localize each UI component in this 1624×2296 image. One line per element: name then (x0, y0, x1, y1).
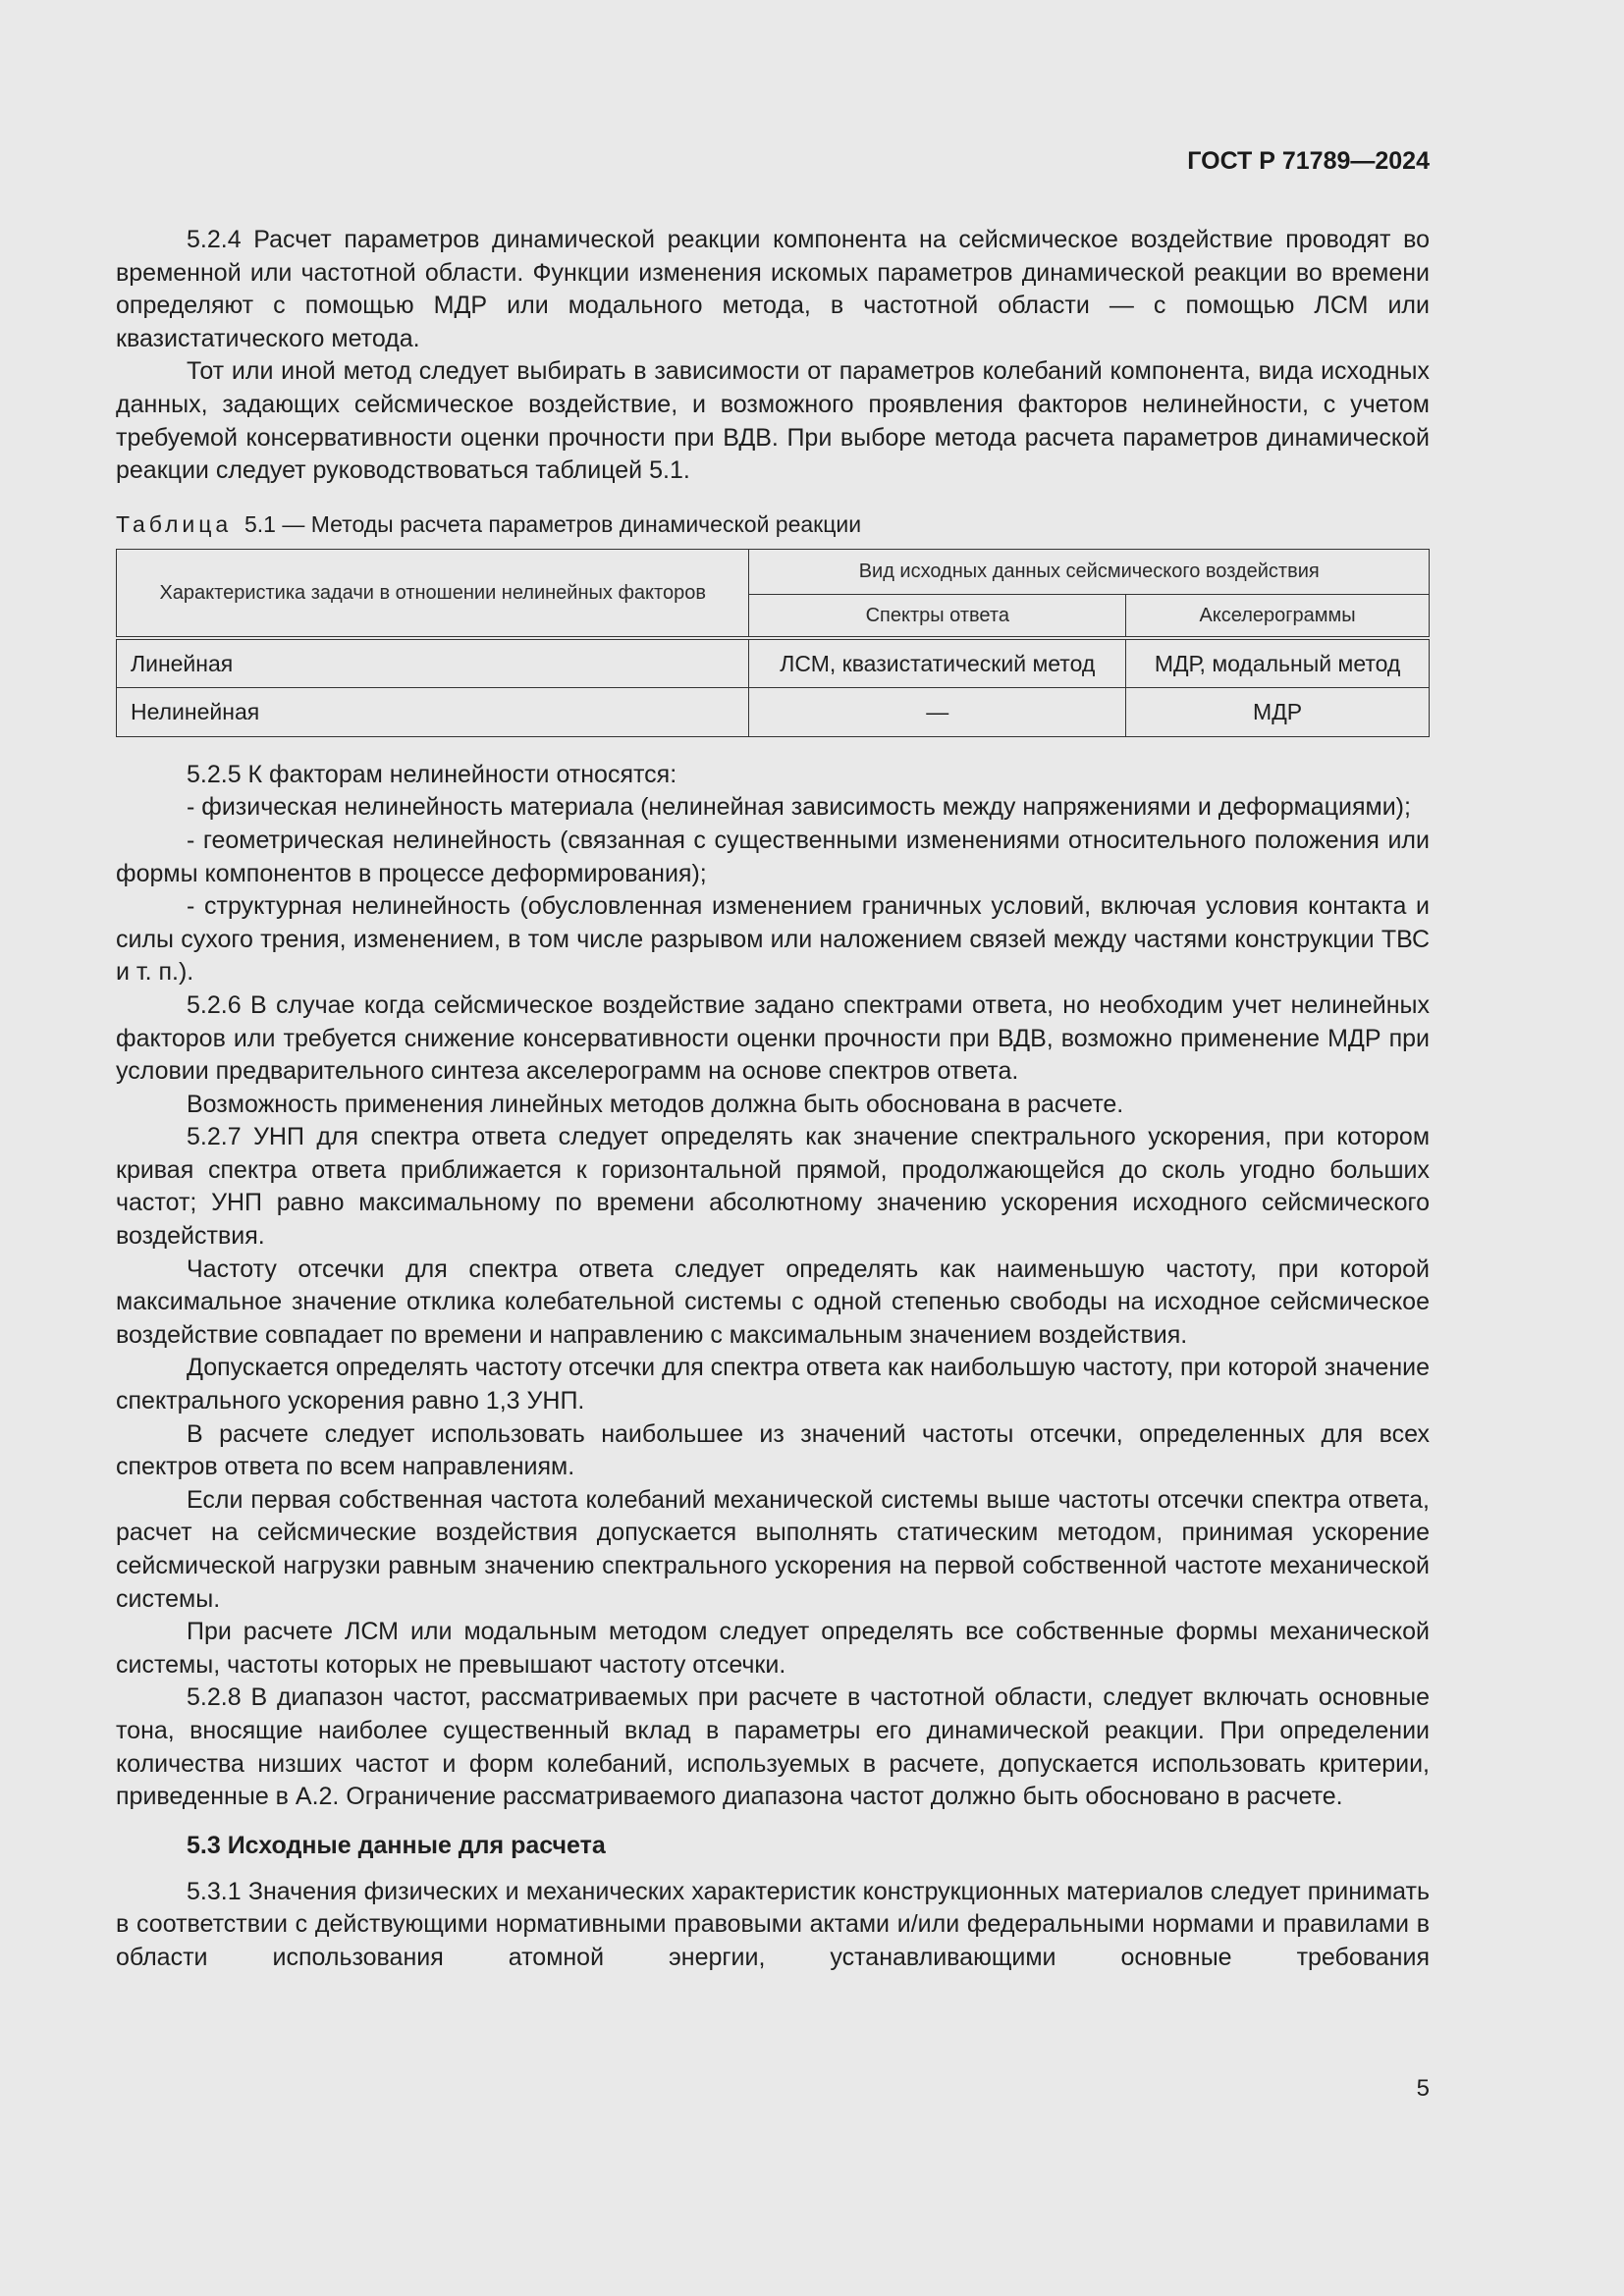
table-header-characteristic: Характеристика задачи в отношении нелинейных факторов (117, 549, 749, 638)
table-cell-label: Линейная (117, 638, 749, 687)
table-cell-accel: МДР (1126, 687, 1430, 736)
paragraph: Тот или иной метод следует выбирать в зависимости от параметров колебаний компонента, вида исходных данных, задающих сейсмическое воздействие, и возможного проявления факторов нелинейности, с учетом требуемой консервативности оценки прочности при ВДВ. При выборе метода расчета параметров динамической реакции следует руководствоваться таблицей 5.1. (116, 357, 1430, 485)
table-caption-word: Таблица (116, 510, 233, 537)
paragraph-5-2-8: 5.2.8 В диапазон частот, рассматриваемых при расчете в частотной области, следует включать основные тона, вносящие наиболее существенный вклад в параметры его динамической реакции. При определении количества низших частот и форм колебаний, используемых в расчете, допускается использовать критерии, приведенные в А.2. Ограничение рассматриваемого диапазона частот должно быть обосновано в расчете. (116, 1683, 1430, 1811)
paragraph: Возможность применения линейных методов должна быть обоснована в расчете. (187, 1090, 1124, 1118)
table-cell-accel: МДР, модальный метод (1126, 638, 1430, 687)
table-header-group: Вид исходных данных сейсмического воздействия (749, 549, 1430, 594)
paragraph: Частоту отсечки для спектра ответа следует определять как наименьшую частоту, при которой максимальное значение отклика колебательной системы с одной степенью свободы на исходное сейсмическое воздействие совпадает по времени и направлению с максимальным значением воздействия. (116, 1255, 1430, 1349)
table-caption (116, 509, 1430, 539)
table-row (117, 638, 1430, 687)
list-item: - структурная нелинейность (обусловленная изменением граничных условий, включая условия контакта и силы сухого трения, изменением, в том числе разрывом или наложением связей между частями конструкции ТВС и т. п.). (116, 892, 1430, 987)
page-content (116, 224, 1430, 1975)
methods-table (116, 549, 1430, 737)
table-cell-label: Нелинейная (117, 687, 749, 736)
table-row (117, 687, 1430, 736)
paragraph-5-2-5: 5.2.5 К факторам нелинейности относятся: (187, 760, 677, 788)
table-cell-spectra: ЛСМ, квазистатический метод (749, 638, 1126, 687)
section-heading: 5.3 Исходные данные для расчета (187, 1831, 606, 1859)
paragraph: Если первая собственная частота колебаний механической системы выше частоты отсечки спектра ответа, расчет на сейсмические воздействия допускается выполнять статическим методом, принимая ускорение сейсмической нагрузки равным значению спектрального ускорения на первой собственной частоте механической системы. (116, 1485, 1430, 1613)
paragraph: В расчете следует использовать наибольшее из значений частоты отсечки, определенных для всех спектров ответа по всем направлениям. (116, 1419, 1430, 1481)
paragraph: При расчете ЛСМ или модальным методом следует определять все собственные формы механической системы, частоты которых не превышают частоту отсечки. (116, 1618, 1430, 1679)
table-header-spectra: Спектры ответа (749, 594, 1126, 638)
table-header-accelerograms: Акселерограммы (1126, 594, 1430, 638)
paragraph-5-2-4: 5.2.4 Расчет параметров динамической реакции компонента на сейсмическое воздействие проводят во временной или частотной области. Функции изменения искомых параметров динамической реакции во времени определяют с помощью МДР или модального метода, в частотной области — с помощью ЛСМ или квазистатического метода. (116, 226, 1430, 352)
paragraph: Допускается определять частоту отсечки для спектра ответа как наибольшую частоту, при которой значение спектрального ускорения равно 1,3 УНП. (116, 1354, 1430, 1415)
page-number: 5 (1416, 2075, 1430, 2102)
paragraph-5-2-6: 5.2.6 В случае когда сейсмическое воздействие задано спектрами ответа, но необходим учет нелинейных факторов или требуется снижение консервативности оценки прочности при ВДВ, возможно применение МДР при условии предварительного синтеза акселерограмм на основе спектров ответа. (116, 990, 1430, 1086)
table-caption-title: 5.1 — Методы расчета параметров динамической реакции (244, 510, 862, 537)
document-id: ГОСТ Р 71789—2024 (1187, 147, 1430, 175)
table-cell-spectra: — (749, 687, 1126, 736)
paragraph-5-2-7: 5.2.7 УНП для спектра ответа следует определять как значение спектрального ускорения, при котором кривая спектра ответа приближается к горизонтальной прямой, продолжающейся до сколь угодно больших частот; УНП равно максимальному по времени абсолютному значению ускорения исходного сейсмического воздействия. (116, 1123, 1430, 1251)
list-item: - геометрическая нелинейность (связанная с существенными изменениями относительного положения или формы компонентов в процессе деформирования); (116, 826, 1430, 887)
paragraph-5-3-1: 5.3.1 Значения физических и механических характеристик конструкционных материалов следует принимать в соответствии с действующими нормативными правовыми актами и/или федеральными нормами и правилами в области использования атомной энергии, устанавливающими основные требования (116, 1877, 1430, 1971)
list-item: - физическая нелинейность материала (нелинейная зависимость между напряжениями и деформациями); (187, 793, 1411, 822)
